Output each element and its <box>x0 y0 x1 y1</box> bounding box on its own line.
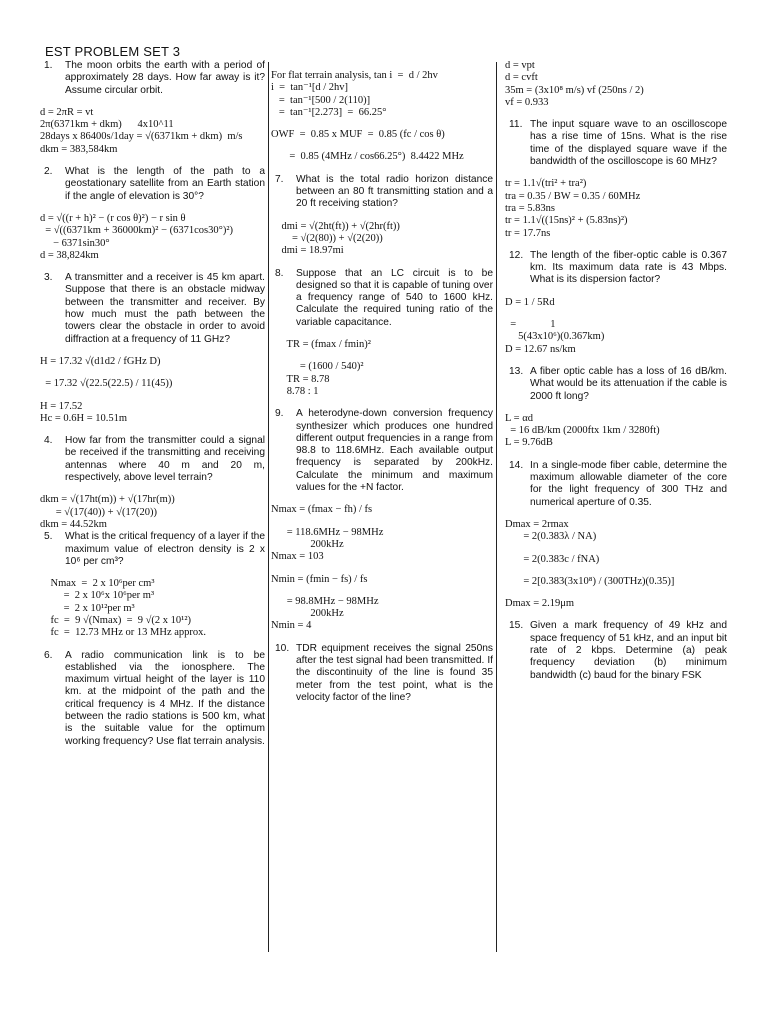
spacer <box>271 211 493 221</box>
spacer <box>271 494 493 504</box>
spacer <box>271 258 493 268</box>
solution-line: d = cvft <box>505 72 538 84</box>
problem-statement <box>505 250 727 287</box>
spacer <box>271 329 493 339</box>
solution-line: = 118.6MHz − 98MHz <box>271 526 384 538</box>
solution-line: 5(43x10⁶)(0.367km) <box>505 331 605 343</box>
column-divider <box>496 62 497 952</box>
problem-number: 14. <box>509 459 524 471</box>
problem-statement <box>40 60 265 97</box>
problem-statement <box>505 119 727 168</box>
problem-statement <box>271 268 493 329</box>
problem-number: 4. <box>44 435 53 447</box>
solution-line: = (1600 / 540)² <box>271 361 364 373</box>
problem-text: Suppose that an LC circuit is to be designed so that it is capable of tuning over a frequency range of 540 to 1600 kHz. Calculate the required tuning ratio of the variable capacitance. <box>296 267 493 328</box>
problem-text: The input square wave to an oscilloscope has a rise time of 15ns. What is the rise time of the displayed square wave if the bandwidth of the oscilloscope is 60 MHz? <box>530 119 727 168</box>
solution-line: 2π(6371km + dkm) 4x10^11 <box>40 119 174 131</box>
problem-statement <box>505 460 727 509</box>
solution-line: = 2 x 10⁶x 10⁶per m³ <box>40 590 155 602</box>
solution-line: TR = 8.78 <box>271 373 330 385</box>
solution-line: fc = 9 √(Nmax) = 9 √(2 x 10¹²) <box>40 614 191 626</box>
solution-line: tr = 1.1√((15ns)² + (5.83ns)²) <box>505 215 628 227</box>
solution-line: OWF = 0.85 x MUF = 0.85 (fc / cos θ) <box>271 129 445 141</box>
problem-text: Given a mark frequency of 49 kHz and space frequency of 51 kHz, and an input bit rate of 2 kbps. Determine (a) peak frequency deviation (b) minimum bandwidth (c) baud for the binary FSK <box>530 620 727 681</box>
solution-line: D = 12.67 ns/km <box>505 343 576 355</box>
solution-line: = 2[0.383(3x10⁸) / (300THz)(0.35)] <box>505 575 675 587</box>
spacer <box>40 346 265 356</box>
solution-line: H = 17.32 √(d1d2 / fGHz D) <box>40 355 161 367</box>
solution-line: TR = (fmax / fmin)² <box>271 339 371 351</box>
problem-text: How far from the transmitter could a signal be received if the transmitting and receiving antennas where 40 m and 20 m, respectively, above level terrain? <box>65 435 265 484</box>
problem-number: 9. <box>275 408 284 420</box>
solution-line: 8.78 : 1 <box>271 385 319 397</box>
problem-number: 3. <box>44 272 53 284</box>
problem-text: A transmitter and a receiver is 45 km apart. Suppose that there is an obstacle midway between the transmitter and receiver. By how much must the path between the towers clear the obstacle in order to avoid diffraction at a frequency of 11 GHz? <box>65 272 265 345</box>
problem-number: 5. <box>44 531 53 543</box>
spacer <box>505 588 727 598</box>
solution-line: dmi = 18.97mi <box>271 245 344 257</box>
spacer <box>40 368 265 378</box>
spacer <box>505 610 727 620</box>
spacer <box>40 391 265 401</box>
spacer <box>40 640 265 650</box>
solution-line: 200kHz <box>271 608 344 620</box>
solution-line: tr = 1.1√(tri² + tra²) <box>505 178 587 190</box>
problem-text: What is the critical frequency of a layer if the maximum value of electron density is 2 x 10⁶ per cm³? <box>65 531 265 567</box>
solution-line: 28days x 86400s/1day = √(6371km + dkm) m/s <box>40 131 243 143</box>
spacer <box>271 60 493 70</box>
solution-line: = 2(0.383λ / NA) <box>505 531 597 543</box>
problem-text: What is the length of the path to a geostationary satellite from an Earth station if the angle of elevation is 30°? <box>65 166 265 202</box>
spacer <box>505 168 727 178</box>
solution-line: vf = 0.933 <box>505 96 549 108</box>
solution-line: d = √((r + h)² − (r cos θ)²) − r sin θ <box>40 212 186 224</box>
column-3 <box>505 60 727 682</box>
solution-line: = 1 <box>505 319 556 331</box>
spacer <box>505 287 727 297</box>
solution-line: = 2 x 10¹²per m³ <box>40 602 135 614</box>
solution-line: D = 1 / 5Rd <box>505 296 555 308</box>
problem-number: 13. <box>509 365 524 377</box>
spacer <box>40 484 265 494</box>
spacer <box>40 203 265 213</box>
solution-line: = 0.85 (4MHz / cos66.25°) 8.4422 MHz <box>271 151 464 163</box>
solution-line: = tan⁻¹[2.273] = 66.25° <box>271 106 387 118</box>
solution-line: dkm = √(17ht(m)) + √(17hr(m)) <box>40 494 175 506</box>
problem-statement <box>271 643 493 704</box>
solution-line: tra = 5.83ns <box>505 202 555 214</box>
problem-statement <box>40 166 265 203</box>
column-2 <box>271 60 493 704</box>
solution-line: Nmax = 2 x 10⁶per cm³ <box>40 578 155 590</box>
spacer <box>505 309 727 319</box>
spacer <box>271 564 493 574</box>
spacer <box>271 633 493 643</box>
problem-number: 1. <box>44 60 53 71</box>
column-1 <box>40 60 265 748</box>
problem-text: A radio communication link is to be established via the ionosphere. The maximum virtual height of the layer is 110 km. at the midpoint of the path and the critical frequency is 4 MHz. If the distance between the radio stations is 500 km, what is the suitable value for the optimum working frequency? Use flat terrain analysis. <box>65 649 265 747</box>
problem-text: What is the total radio horizon distance between an 80 ft transmitting station and a 20 ft receiving station? <box>296 173 493 210</box>
solution-line: = 2(0.383c / fNA) <box>505 553 600 565</box>
solution-line: Nmin = 4 <box>271 620 312 632</box>
spacer <box>505 566 727 576</box>
solution-line: Nmin = (fmin − fs) / fs <box>271 573 368 585</box>
problem-text: In a single-mode fiber cable, determine the maximum allowable diameter of the core for the light frequency of 300 THz and numerical aperture of 0.35. <box>530 459 727 508</box>
problem-statement <box>271 408 493 494</box>
spacer <box>505 544 727 554</box>
spacer <box>271 398 493 408</box>
spacer <box>40 156 265 166</box>
solution-line: Nmax = 103 <box>271 551 324 563</box>
solution-line: = 17.32 √(22.5(22.5) / 11(45)) <box>40 378 173 390</box>
spacer <box>505 509 727 519</box>
problem-statement <box>40 272 265 346</box>
spacer <box>505 450 727 460</box>
spacer <box>40 425 265 435</box>
solution-line: = √((6371km + 36000km)² − (6371cos30°)²) <box>40 225 233 237</box>
problem-number: 11. <box>509 119 523 131</box>
problem-statement <box>40 531 265 568</box>
solution-line: tra = 0.35 / BW = 0.35 / 60MHz <box>505 190 641 202</box>
spacer <box>40 97 265 107</box>
solution-line: dkm = 383,584km <box>40 143 118 155</box>
problem-number: 15. <box>509 620 524 632</box>
solution-line: Dmax = 2rmax <box>505 518 569 530</box>
problem-text: A fiber optic cable has a loss of 16 dB/km. What would be its attenuation if the cable is 2000 ft long? <box>530 365 727 402</box>
solution-line: L = αd <box>505 412 533 424</box>
spacer <box>271 119 493 129</box>
solution-line: d = 38,824km <box>40 249 99 261</box>
column-divider <box>268 62 269 952</box>
solution-line: dkm = 44.52km <box>40 518 107 530</box>
problem-number: 10. <box>275 642 290 654</box>
spacer <box>271 164 493 174</box>
spacer <box>505 109 727 119</box>
spacer <box>271 517 493 527</box>
solution-line: − 6371sin30° <box>40 237 110 249</box>
solution-line: i = tan⁻¹[d / 2hv] <box>271 82 349 94</box>
solution-line: H = 17.52 <box>40 400 83 412</box>
problem-number: 2. <box>44 166 53 178</box>
page-title: EST PROBLEM SET 3 <box>45 44 181 59</box>
problem-text: TDR equipment receives the signal 250ns after the test signal had been transmitted. If the discontinuity of the line is found 35 meter from the test point, what is the velocity factor of the line? <box>296 642 493 703</box>
spacer <box>40 568 265 578</box>
solution-line: = √(17(40)) + √(17(20)) <box>40 506 157 518</box>
solution-line: Hc = 0.6H = 10.51m <box>40 412 128 424</box>
problem-number: 8. <box>275 267 284 279</box>
problem-statement <box>271 174 493 211</box>
solution-line: tr = 17.7ns <box>505 227 551 239</box>
spacer <box>271 586 493 596</box>
solution-line: = 16 dB/km (2000ftx 1km / 3280ft) <box>505 425 660 437</box>
solution-line: d = vpt <box>505 60 535 71</box>
spacer <box>505 240 727 250</box>
problem-statement <box>505 620 727 681</box>
spacer <box>505 403 727 413</box>
problem-number: 7. <box>275 173 284 185</box>
solution-line: = 98.8MHz − 98MHz <box>271 595 379 607</box>
spacer <box>271 141 493 151</box>
problem-number: 6. <box>44 649 53 661</box>
solution-line: dmi = √(2ht(ft)) + √(2hr(ft)) <box>271 220 400 232</box>
problem-text: The length of the fiber-optic cable is 0.367 km. Its maximum data rate is 43 Mbps. What is its dispersion factor? <box>530 249 727 286</box>
problem-text: The moon orbits the earth with a period of approximately 28 days. How far away is it? Assume circular orbit. <box>65 60 265 96</box>
solution-line: = √(2(80)) + √(2(20)) <box>271 232 383 244</box>
solution-line: Nmax = (fmax − fh) / fs <box>271 504 373 516</box>
spacer <box>505 356 727 366</box>
solution-line: = tan⁻¹[500 / 2(110)] <box>271 94 371 106</box>
solution-line: Dmax = 2.19μm <box>505 598 575 610</box>
solution-line: 200kHz <box>271 538 344 550</box>
spacer <box>271 351 493 361</box>
solution-line: L = 9.76dB <box>505 437 553 449</box>
solution-line: d = 2πR = vt <box>40 106 94 118</box>
solution-line: 35m = (3x10⁸ m/s) vf (250ns / 2) <box>505 84 644 96</box>
solution-line: fc = 12.73 MHz or 13 MHz approx. <box>40 627 207 639</box>
problem-number: 12. <box>509 249 524 261</box>
spacer <box>40 262 265 272</box>
problem-statement <box>505 366 727 403</box>
solution-line: For flat terrain analysis, tan i = d / 2hv <box>271 70 438 81</box>
problem-statement <box>40 650 265 748</box>
problem-statement <box>40 435 265 484</box>
problem-text: A heterodyne-down conversion frequency synthesizer which produces one hundred different output frequencies in a range from 98.8 to 118.6MHz. Each available output frequency is separated by 200kHz. Calculate the minimum and maximum values for the +N factor. <box>296 408 493 494</box>
